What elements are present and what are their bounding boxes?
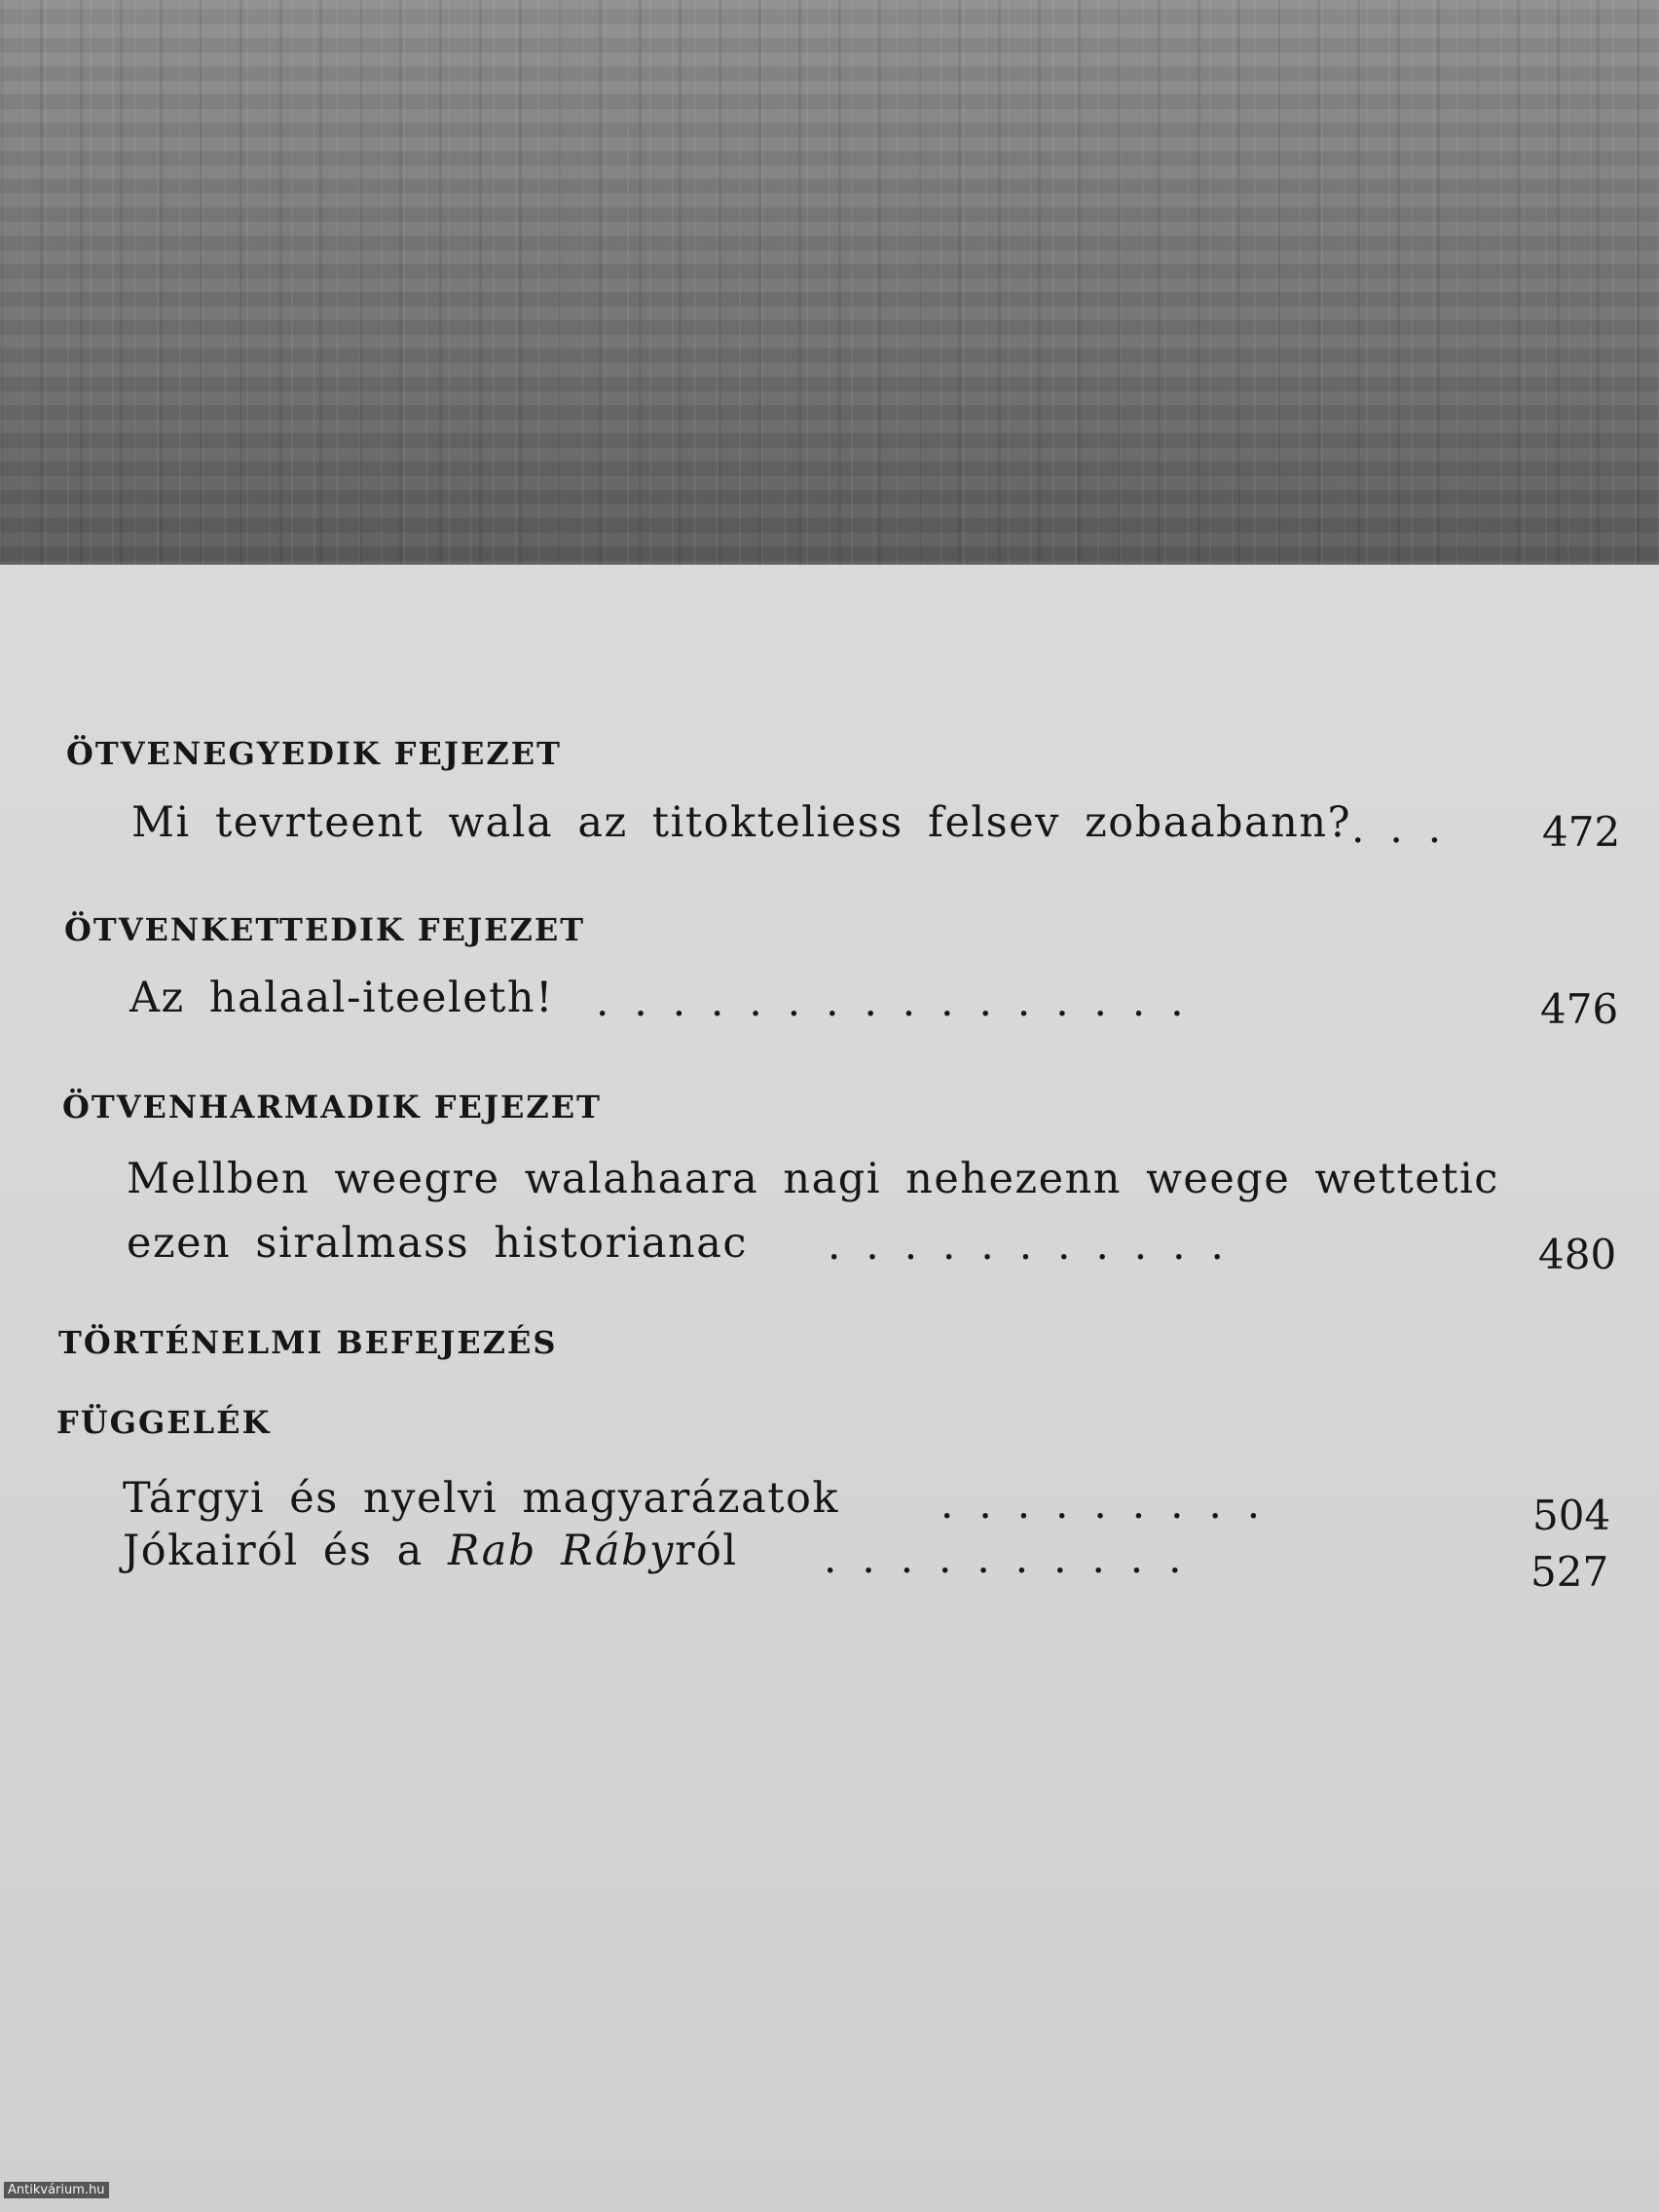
leader-dots: .......... — [824, 1534, 1207, 1582]
chapter-title-53-line2: ezen siralmass historianac — [127, 1219, 748, 1268]
appendix-item-1: Tárgyi és nyelvi magyarázatok — [123, 1474, 839, 1523]
chapter-title-52: Az halaal-iteeleth! — [129, 974, 554, 1022]
appendix-item-2-text: Jókairól és a — [123, 1527, 448, 1575]
chapter-title-53-line1: Mellben weegre walahaara nagi nehezenn weege wettetic — [127, 1155, 1499, 1203]
table-of-contents — [0, 565, 1659, 2212]
appendix-heading: FÜGGELÉK — [56, 1404, 272, 1441]
page-number-52: 476 — [1540, 985, 1619, 1033]
chapter-heading-52: ÖTVENKETTEDIK FEJEZET — [64, 911, 586, 948]
appendix-item-2 — [123, 1527, 738, 1575]
page-number-appendix-2: 527 — [1530, 1548, 1609, 1596]
chapter-title-51: Mi tevrteent wala az titokteliess felsev zobaabann? — [131, 798, 1352, 847]
page-number-53: 480 — [1538, 1231, 1617, 1278]
leader-dots: ... — [1351, 804, 1467, 852]
appendix-item-2-italic: Rab Ráby — [447, 1527, 675, 1575]
watermark: Antikvárium.hu — [4, 2182, 109, 2198]
appendix-item-2-suffix: ról — [674, 1527, 738, 1575]
book-page — [0, 565, 1659, 2212]
page-number-appendix-1: 504 — [1532, 1492, 1611, 1539]
page-number-51: 472 — [1542, 808, 1621, 856]
background-surface — [0, 0, 1659, 574]
leader-dots: ........... — [828, 1221, 1249, 1269]
chapter-heading-53: ÖTVENHARMADIK FEJEZET — [62, 1088, 602, 1125]
chapter-heading-51: ÖTVENEGYEDIK FEJEZET — [66, 735, 562, 772]
epilogue-heading: TÖRTÉNELMI BEFEJEZÉS — [58, 1324, 558, 1361]
leader-dots: ................ — [596, 977, 1209, 1025]
leader-dots: ......... — [940, 1480, 1286, 1528]
